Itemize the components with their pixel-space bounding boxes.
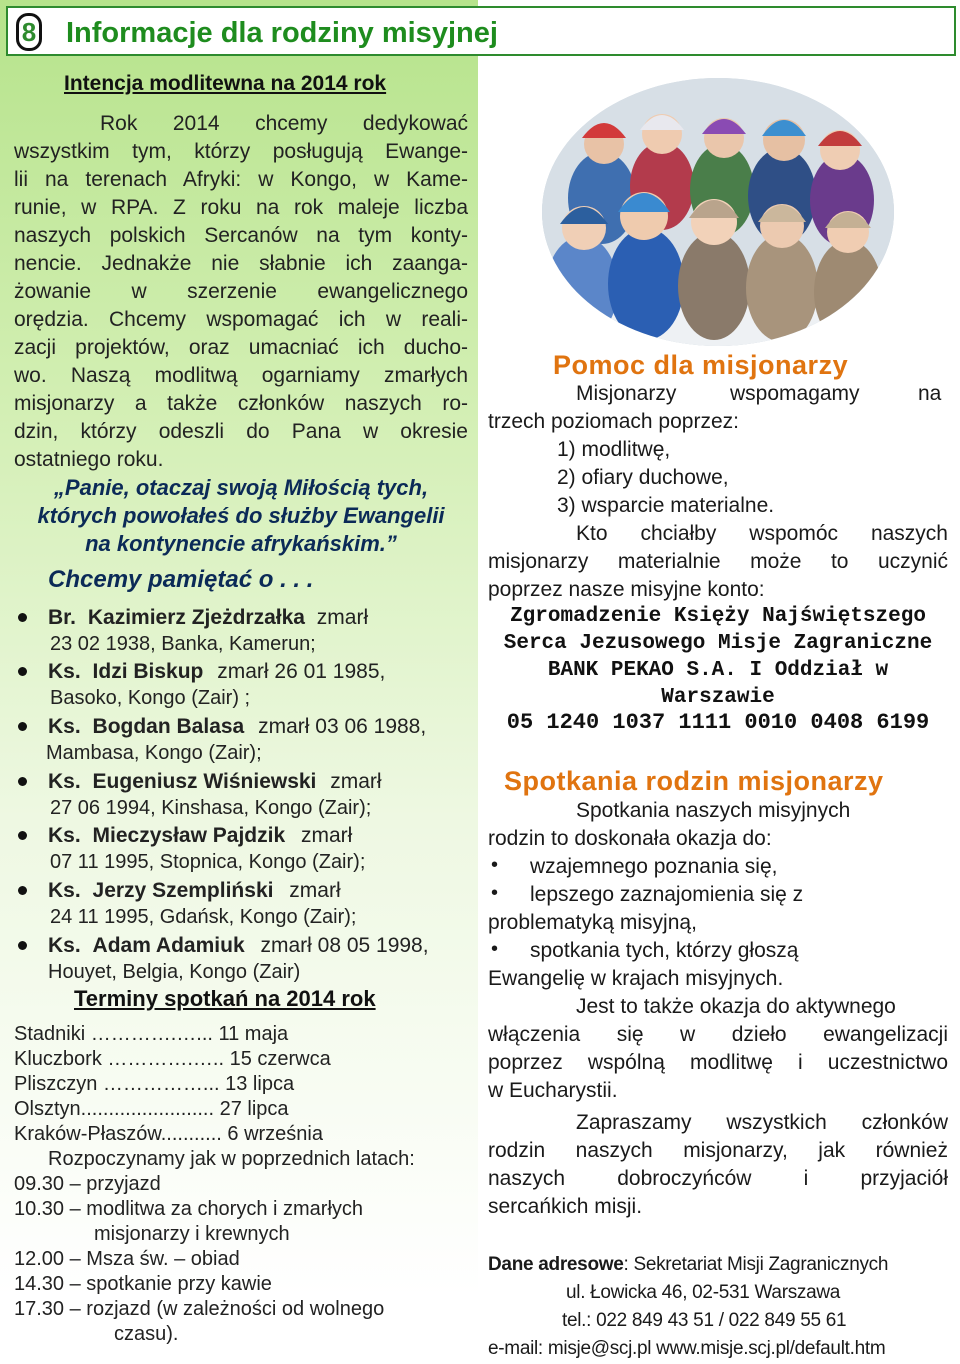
remember-heading: Chcemy pamiętać o . . .: [48, 566, 314, 593]
intention-line: wszystkim tym, którzy posługują Ewange-: [14, 140, 468, 163]
schedule-item: 10.30 – modlitwa za chorych i zmarłych: [14, 1198, 364, 1220]
bullet-icon: [18, 613, 27, 622]
address-line-2: ul. Łowicka 46, 02-531 Warszawa: [566, 1282, 841, 1303]
bullet-icon: [18, 777, 27, 786]
help-item: 2) ofiary duchowe,: [557, 466, 729, 489]
meeting-place: Olsztyn........................ 27 lipca: [14, 1098, 289, 1120]
deceased-entry: Ks. Adam Adamiuk zmarł 08 05 1998,: [48, 934, 429, 957]
deceased-details: 27 06 1994, Kinshasa, Kongo (Zair);: [50, 797, 372, 819]
bullet-icon: [18, 941, 27, 950]
help-item: 3) wsparcie materialne.: [557, 494, 775, 517]
intention-line: naszych polskich Sercanów na tym konty-: [14, 224, 468, 247]
intention-line: orędzia. Chcemy wspomagać ich w reali-: [14, 308, 468, 331]
deceased-entry: Ks. Jerzy Szempliński zmarł: [48, 879, 341, 902]
help-intro-word: na: [918, 382, 942, 405]
intention-title: Intencja modlitewna na 2014 rok: [64, 72, 387, 95]
meet-families-line: rodzin naszych misjonarzy, jak również: [488, 1139, 948, 1162]
meet-families-line: włączenia się w dzieło ewangelizacji: [488, 1023, 948, 1046]
help-intro-word: Misjonarzy: [576, 382, 677, 405]
meetings-title: Terminy spotkań na 2014 rok: [74, 986, 376, 1011]
meet-families-bullet-cont: Ewangelię w krajach misyjnych.: [488, 967, 784, 990]
meeting-place: Pliszczyn ……………... 13 lipca: [14, 1073, 295, 1095]
meet-families-bullet: wzajemnego poznania się,: [530, 855, 778, 878]
deceased-details: Mambasa, Kongo (Zair);: [46, 742, 262, 764]
intention-line: dzin, którzy odeszli do Pana w okresie: [14, 420, 468, 443]
intention-line: żowanie w szerzenie ewangelicznego: [14, 280, 468, 303]
meet-families-bullet: lepszego zaznajomienia się z: [530, 883, 804, 906]
meet-families-bullet-cont: problematyką misyjną,: [488, 911, 697, 934]
meet-families-line: naszych dobroczyńców i przyjaciół: [488, 1167, 948, 1190]
bank-line: BANK PEKAO S.A. I Oddział w: [547, 659, 889, 682]
deceased-details: 07 11 1995, Stopnica, Kongo (Zair);: [50, 851, 366, 873]
bullet-icon: [18, 886, 27, 895]
bank-account-number: 05 1240 1037 1111 0010 0408 6199: [506, 710, 930, 735]
schedule-item: 14.30 – spotkanie przy kawie: [14, 1273, 272, 1295]
help-item: 1) modlitwę,: [557, 438, 671, 461]
intention-line: wo. Naszą modlitwą ogarniamy zmarłych: [14, 364, 468, 387]
deceased-entry: Ks. Bogdan Balasa zmarł 03 06 1988,: [48, 715, 427, 738]
bullet-icon: •: [491, 882, 499, 904]
deceased-entry: Ks. Eugeniusz Wiśniewski zmarł: [48, 770, 382, 793]
meet-families-line: rodzin to doskonała okazja do:: [488, 827, 772, 850]
intention-line: zacji projektów, oraz umacniać ich ducho-: [14, 336, 468, 359]
schedule-item: misjonarzy i krewnych: [94, 1223, 290, 1245]
intention-line: Rok 2014 chcemy dedykować: [100, 112, 468, 135]
meet-families-line: w Eucharystii.: [488, 1079, 618, 1102]
page-title: Informacje dla rodziny misyjnej: [66, 17, 498, 49]
meetings-intro: Rozpoczynamy jak w poprzednich latach:: [48, 1148, 415, 1170]
page-header: [6, 6, 956, 56]
deceased-details: Houyet, Belgia, Kongo (Zair): [48, 961, 301, 983]
intention-line: runie, w RPA. Z roku na rok maleje liczba: [14, 196, 468, 219]
deceased-entry: Br. Kazimierz Zjeżdrzałka zmarł: [48, 606, 369, 629]
bank-line: Zgromadzenie Księży Najświętszego: [510, 605, 926, 628]
intention-line: misjonarzy a także członków naszych ro-: [14, 392, 468, 415]
meeting-place: Kraków-Płaszów........... 6 września: [14, 1123, 323, 1145]
meet-families-title: Spotkania rodzin misjonarzy: [504, 766, 884, 796]
schedule-item: 12.00 – Msza św. – obiad: [14, 1248, 240, 1270]
meet-families-line: poprzez wspólną modlitwę i uczestnictwo: [488, 1051, 948, 1074]
prayer-line: „Panie, otaczaj swoją Miłością tych,: [53, 475, 429, 500]
meet-families-line: Jest to także okazja do aktywnego: [576, 995, 896, 1018]
bullet-icon: [18, 722, 27, 731]
address-label: Dane adresowe: [488, 1254, 624, 1275]
help-intro-word: wspomagamy: [730, 382, 860, 405]
children-photo-illustration: [542, 78, 894, 346]
deceased-details: Basoko, Kongo (Zair) ;: [50, 687, 251, 709]
bullet-icon: •: [491, 854, 499, 876]
intention-line: lii na terenach Afryki: w Kongo, w Kame-: [14, 168, 468, 191]
bank-line: Warszawie: [661, 686, 775, 709]
address-email-web[interactable]: e-mail: misje@scj.pl www.misje.scj.pl/default.htm: [488, 1338, 886, 1359]
meeting-place: Kluczbork ………….….. 15 czerwca: [14, 1048, 331, 1070]
intention-line: nencie. Jednakże nie słabnie ich zaanga-: [14, 252, 468, 275]
meet-families-line: Spotkania naszych misyjnych: [576, 799, 851, 822]
deceased-entry: Ks. Mieczysław Pajdzik zmarł: [48, 824, 353, 847]
deceased-entry: Ks. Idzi Biskup zmarł 26 01 1985,: [48, 660, 386, 683]
meet-families-bullet: spotkania tych, którzy głoszą: [530, 939, 799, 962]
address-phone: tel.: 022 849 43 51 / 022 849 55 61: [562, 1310, 847, 1331]
bullet-icon: •: [491, 938, 499, 960]
help-line: misjonarzy materialnie może to uczynić: [488, 550, 948, 573]
bullet-icon: [18, 667, 27, 676]
meet-families-line: sercańkich misji.: [488, 1195, 643, 1218]
prayer-line: na kontynencie afrykańskim.”: [85, 531, 397, 556]
meet-families-line: Zapraszamy wszystkich członków: [576, 1111, 948, 1134]
help-title: Pomoc dla misjonarzy: [553, 350, 849, 380]
help-intro-line: trzech poziomach poprzez:: [488, 410, 739, 433]
page-number-badge: 8: [16, 13, 42, 51]
meeting-place: Stadniki ………….…... 11 maja: [14, 1023, 289, 1045]
schedule-item: 09.30 – przyjazd: [14, 1173, 161, 1195]
bank-line: Serca Jezusowego Misje Zagraniczne: [503, 632, 933, 655]
help-line: poprzez nasze misyjne konto:: [488, 578, 765, 601]
schedule-item: czasu).: [114, 1323, 179, 1345]
children-photo: [542, 78, 894, 346]
schedule-item: 17.30 – rozjazd (w zależności od wolnego: [14, 1298, 385, 1320]
bullet-icon: [18, 831, 27, 840]
help-line: Kto chciałby wspomóc naszych: [576, 522, 948, 545]
prayer-line: których powołałeś do służby Ewangelii: [37, 503, 445, 528]
deceased-details: 23 02 1938, Banka, Kamerun;: [50, 633, 316, 655]
intention-line: ostatniego roku.: [14, 448, 164, 471]
address-line-1: Dane adresowe: Sekretariat Misji Zagranicznych: [488, 1254, 889, 1275]
deceased-details: 24 11 1995, Gdańsk, Kongo (Zair);: [50, 906, 357, 928]
